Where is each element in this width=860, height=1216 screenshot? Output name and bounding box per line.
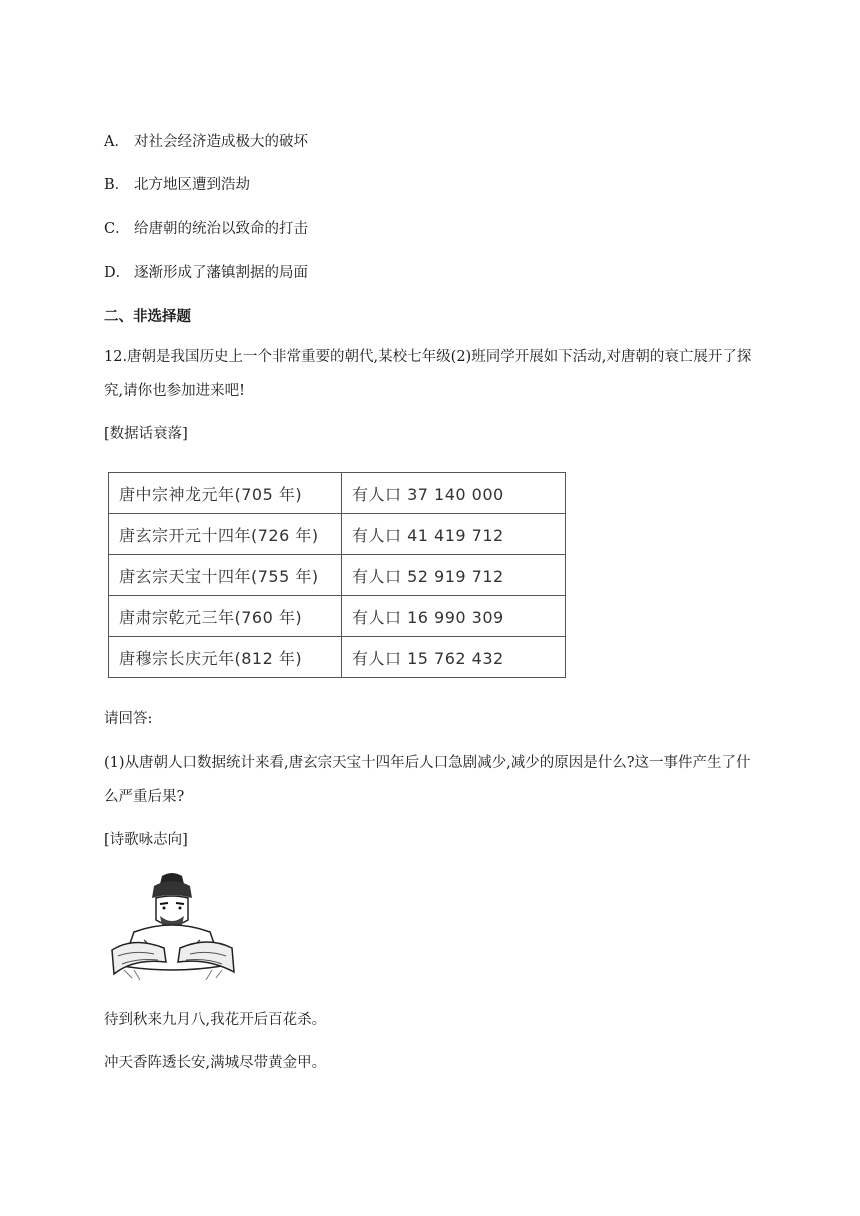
option-text: 给唐朝的统治以致命的打击 [134, 221, 308, 237]
period-cell: 唐肃宗乾元三年(760 年) [109, 596, 342, 637]
question-12-intro: 12.唐朝是我国历史上一个非常重要的朝代,某校七年级(2)班同学开展如下活动,对唐朝的衰亡展开了探究,请你也参加进来吧! [104, 349, 752, 399]
period-cell: 唐玄宗天宝十四年(755 年) [109, 555, 342, 596]
sub-question-1: (1)从唐朝人口数据统计来看,唐玄宗天宝十四年后人口急剧减少,减少的原因是什么?这一事件产生了什么严重后果? [104, 755, 751, 805]
poem-heading: [诗歌咏志向] [104, 832, 188, 848]
table-row [109, 555, 566, 596]
option-b [104, 175, 250, 195]
option-text: 北方地区遭到浩劫 [134, 177, 250, 193]
option-a [104, 132, 308, 152]
poem-line-2: 冲天香阵透长安,满城尽带黄金甲。 [104, 1055, 327, 1071]
population-cell: 有人口 15 762 432 [342, 637, 566, 678]
population-cell: 有人口 52 919 712 [342, 555, 566, 596]
option-letter: A． [104, 134, 129, 150]
population-table [108, 472, 566, 678]
table-row [109, 514, 566, 555]
option-d [104, 263, 308, 283]
population-cell: 有人口 37 140 000 [342, 473, 566, 514]
option-c [104, 219, 308, 239]
answer-prompt: 请回答: [104, 711, 153, 727]
option-letter: D． [104, 265, 131, 281]
option-letter: C． [104, 221, 130, 237]
population-cell: 有人口 41 419 712 [342, 514, 566, 555]
table-row [109, 596, 566, 637]
table-row [109, 473, 566, 514]
section-title: 二、非选择题 [104, 308, 191, 325]
poem-line-1: 待到秋来九月八,我花开后百花杀。 [104, 1012, 327, 1028]
table-row [109, 637, 566, 678]
option-text: 对社会经济造成极大的破坏 [134, 134, 308, 150]
period-cell: 唐穆宗长庆元年(812 年) [109, 637, 342, 678]
poet-portrait-illustration [104, 870, 240, 984]
option-text: 逐渐形成了藩镇割据的局面 [134, 265, 308, 281]
option-letter: B． [104, 177, 130, 193]
population-cell: 有人口 16 990 309 [342, 596, 566, 637]
data-heading: [数据话衰落] [104, 426, 188, 442]
period-cell: 唐中宗神龙元年(705 年) [109, 473, 342, 514]
period-cell: 唐玄宗开元十四年(726 年) [109, 514, 342, 555]
